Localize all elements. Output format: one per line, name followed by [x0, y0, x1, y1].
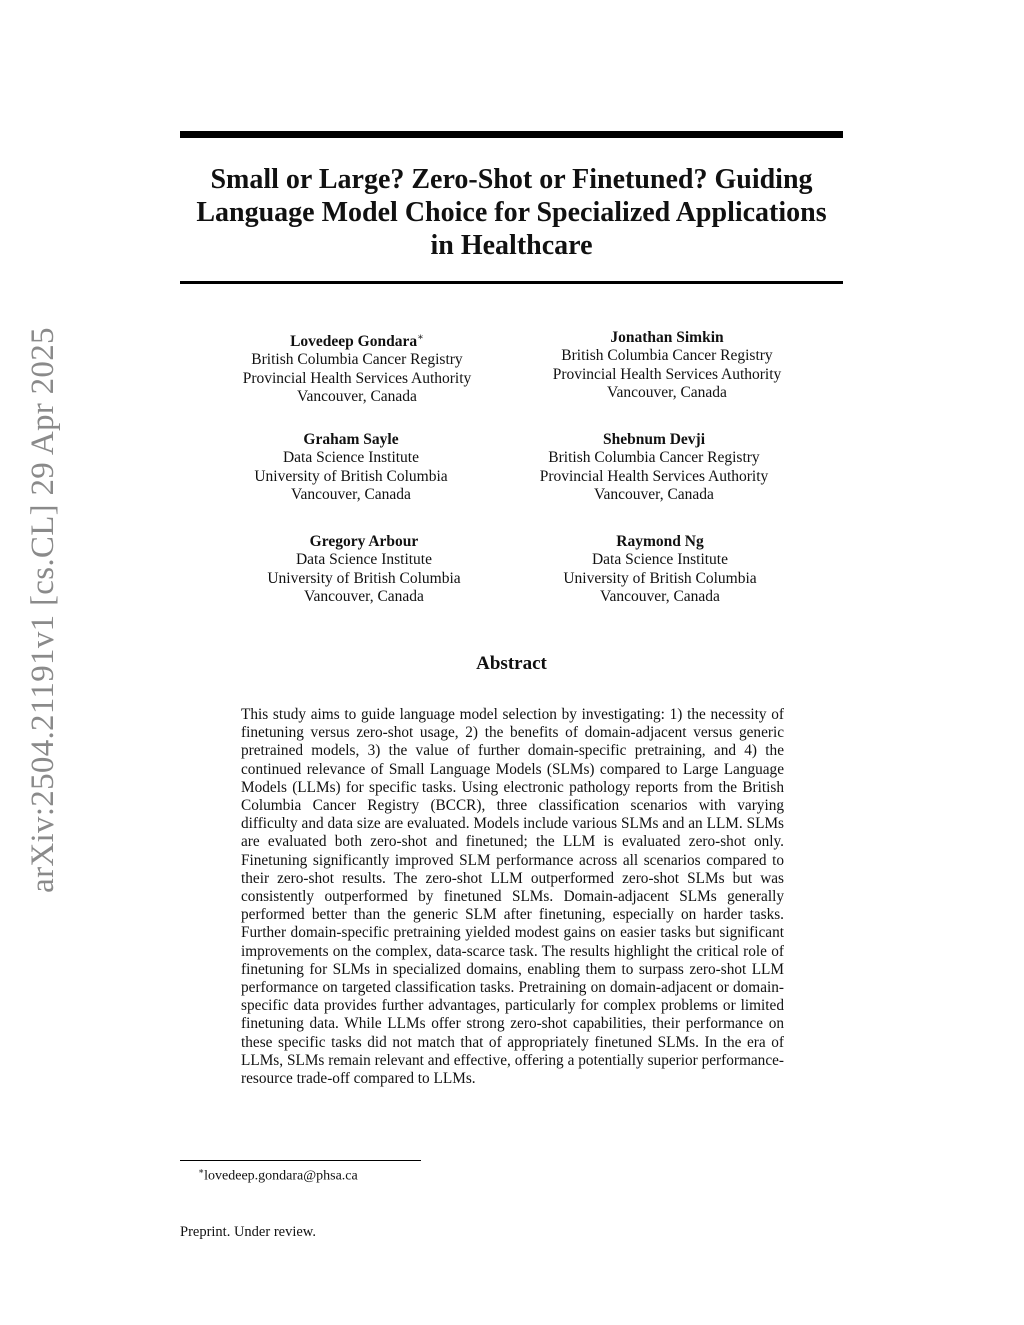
author-affiliation: University of British Columbia — [563, 569, 757, 587]
footnote — [198, 1163, 358, 1185]
author-name: Raymond Ng — [616, 533, 704, 550]
footnote-mark: ∗ — [198, 1166, 205, 1176]
author-name: Graham Sayle — [303, 431, 399, 448]
author-affiliation: Data Science Institute — [282, 449, 419, 467]
author-affiliation: University of British Columbia — [267, 569, 461, 587]
author-name: Lovedeep Gondara∗ — [290, 332, 424, 351]
author-location: Vancouver, Canada — [594, 485, 714, 503]
title-line: Small or Large? Zero-Shot or Finetuned? Guiding — [210, 164, 813, 195]
author-block — [197, 329, 517, 406]
author-affiliation: British Columbia Cancer Registry — [251, 351, 463, 369]
arxiv-identifier-stamp: arXiv:2504.21191v1 [cs.CL] 29 Apr 2025 — [25, 327, 61, 893]
author-affiliation: University of British Columbia — [254, 467, 448, 485]
author-affiliation: Provincial Health Services Authority — [539, 467, 769, 485]
author-name: Jonathan Simkin — [610, 329, 724, 346]
author-location: Vancouver, Canada — [600, 587, 720, 605]
author-affiliation: Data Science Institute — [295, 551, 432, 569]
title-line: in Healthcare — [430, 230, 593, 261]
footnote-mark: ∗ — [417, 332, 424, 343]
author-name: Shebnum Devji — [602, 431, 706, 448]
author-location: Vancouver, Canada — [291, 485, 411, 503]
author-block — [500, 533, 820, 606]
author-location: Vancouver, Canada — [304, 587, 424, 605]
author-block — [204, 533, 524, 606]
author-affiliation: Data Science Institute — [591, 551, 728, 569]
author-affiliation: Provincial Health Services Authority — [242, 369, 472, 387]
author-name: Gregory Arbour — [309, 533, 419, 550]
corresponding-email[interactable]: lovedeep.gondara@phsa.ca — [204, 1168, 358, 1184]
author-block — [191, 431, 511, 504]
author-location: Vancouver, Canada — [297, 388, 417, 406]
paper-title — [180, 163, 843, 262]
abstract-heading: Abstract — [476, 653, 547, 674]
title-top-rule — [180, 131, 843, 138]
title-line: Language Model Choice for Specialized Applications — [196, 197, 827, 228]
abstract-text: This study aims to guide language model selection by investigating: 1) the necessity of finetuning versus zero-shot usage, 2) the benefits of domain-adjacent versus generic pretrained models, 3) the value of further domain-specific pretraining, and 4) the continued relevance of Small Language Models (SLMs) compared to Large Language Models (LLMs) for specific tasks. Using electronic pathology reports from the British Columbia Cancer Registry (BCCR), three classification scenarios with varying difficulty and data size are evaluated. Models include various SLMs and an LLM. SLMs are evaluated both zero-shot and finetuned; the LLM is evaluated zero-shot only. Finetuning significantly improved SLM performance across all scenarios compared to their zero-shot results. The zero-shot LLM outperformed zero-shot SLMs but was consistently outperformed by finetuned SLMs. Domain-adjacent SLMs generally performed better than the generic SLM after finetuning, especially on harder tasks. Further domain-specific pretraining yielded modest gains on easier tasks but significant improvements on the complex, data-scarce task. The results highlight the critical role of finetuning for SLMs in specialized domains, enabling them to surpass zero-shot LLM performance on targeted classification tasks. Pretraining on domain-adjacent or domain-specific data provides further advantages, particularly for complex problems or limited finetuning data. While LLMs offer strong zero-shot capabilities, their performance on these specific tasks did not match that of appropriately finetuned SLMs. In the era of LLMs, SLMs remain relevant and effective, offering a potentially superior performance-resource trade-off compared to LLMs. — [241, 706, 784, 1088]
title-bottom-rule — [180, 281, 843, 284]
author-affiliation: British Columbia Cancer Registry — [548, 449, 760, 467]
author-affiliation: Provincial Health Services Authority — [552, 365, 782, 383]
footnote-rule — [180, 1160, 421, 1161]
author-location: Vancouver, Canada — [607, 383, 727, 401]
author-affiliation: British Columbia Cancer Registry — [561, 347, 773, 365]
author-block — [494, 431, 814, 504]
author-block — [507, 329, 827, 402]
preprint-note: Preprint. Under review. — [180, 1224, 316, 1240]
